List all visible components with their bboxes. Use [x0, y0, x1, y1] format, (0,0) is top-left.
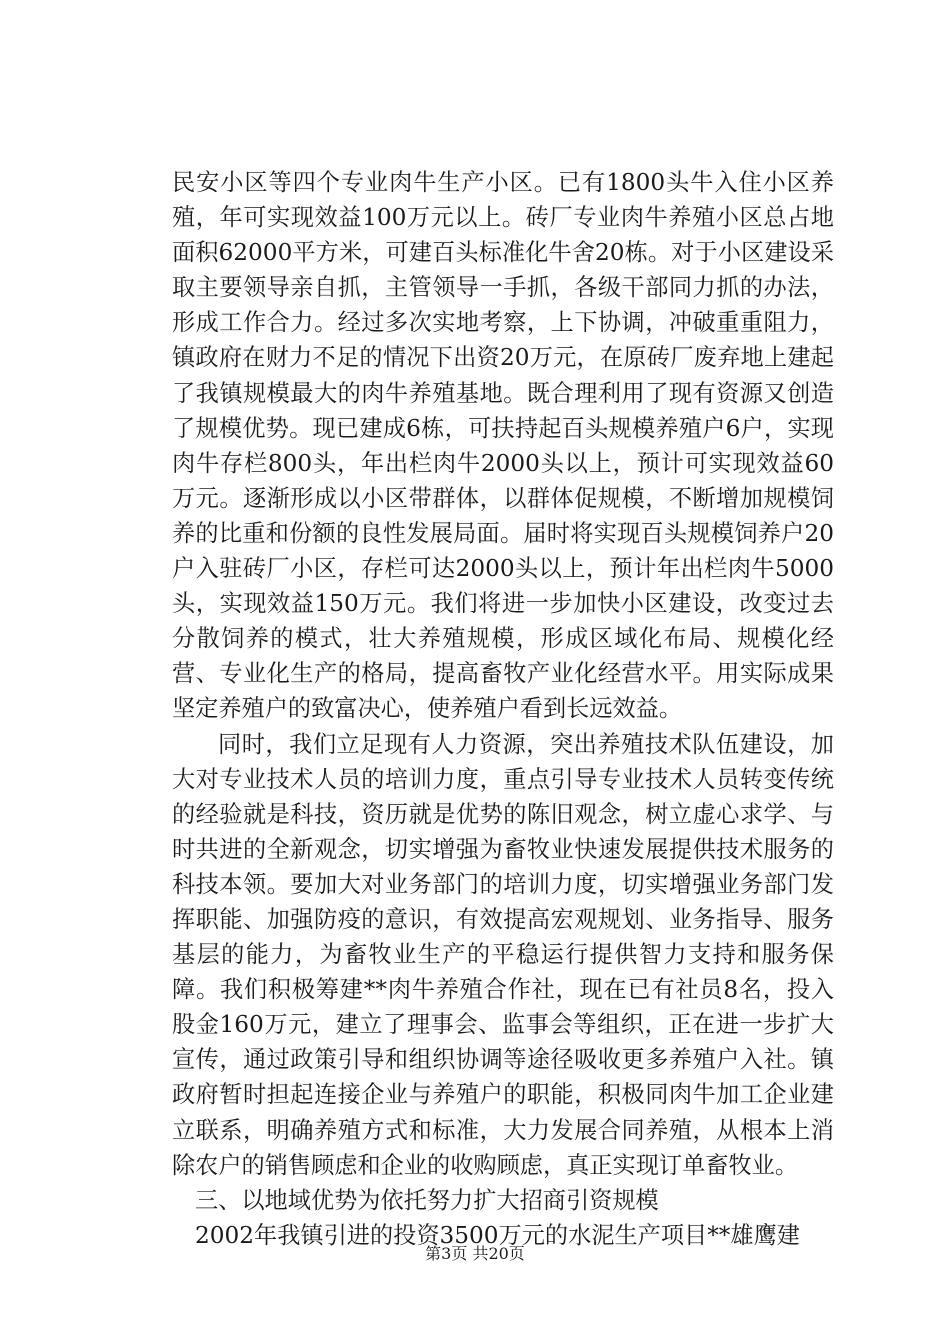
paragraph-continuation: 民安小区等四个专业肉牛生产小区。已有1800头牛入住小区养殖，年可实现效益100万元以上。砖厂专业肉牛养殖小区总占地面积62000平方米，可建百头标准化牛舍20栋。对于小区建设采取主要领导亲自抓，主管领导一手抓，各级干部同力抓的办法，形成工作合力。经过多次实地考察，上下协调，冲破重重阻力，镇政府在财力不足的情况下出资20万元，在原砖厂废弃地上建起了我镇规模最大的肉牛养殖基地。既合理利用了现有资源又创造了规模优势。现已建成6栋，可扶持起百头规模养殖户6户，实现肉牛存栏800头，年出栏肉牛2000头以上，预计可实现效益60万元。逐渐形成以小区带群体，以群体促规模，不断增加规模饲养的比重和份额的良性发展局面。届时将实现百头规模饲养户20户入驻砖厂小区，存栏可达2000头以上，预计年出栏肉牛5000头，实现效益150万元。我们将进一步加快小区建设，改变过去分散饲养的模式，壮大养殖规模，形成区域化布局、规模化经营、专业化生产的格局，提高畜牧产业化经营水平。用实际成果坚定养殖户的致富决心，使养殖户看到长远效益。: [172, 169, 834, 723]
paragraph-talent-team: 同时，我们立足现有人力资源，突出养殖技术队伍建设，加大对专业技术人员的培训力度，重点引导专业技术人员转变传统的经验就是科技，资历就是优势的陈旧观念，树立虚心求学、与时共进的全新观念，切实增强为畜牧业快速发展提供技术服务的科技本领。要加大对业务部门的培训力度，切实增强业务部门发挥职能、加强防疫的意识，有效提高宏观规划、业务指导、服务基层的能力，为畜牧业生产的平稳运行提供智力支持和服务保障。我们积极筹建**肉牛养殖合作社，现在已有社员8名，投入股金160万元，建立了理事会、监事会等组织，正在进一步扩大宣传，通过政策引导和组织协调等途径吸收更多养殖户入社。镇政府暂时担起连接企业与养殖户的职能，积极同肉牛加工企业建立联系，明确养殖方式和标准，大力发展合同养殖，从根本上消除农户的销售顾虑和企业的收购顾虑，真正实现订单畜牧业。: [172, 730, 834, 1179]
paragraph-cement-project: 2002年我镇引进的投资3500万元的水泥生产项目**雄鹰建: [195, 1221, 800, 1249]
document-body: [172, 165, 834, 1253]
page-number-footer: 第3页 共20页: [425, 1244, 525, 1263]
section-heading-investment: 三、以地域优势为依托努力扩大招商引资规模: [195, 1186, 659, 1214]
